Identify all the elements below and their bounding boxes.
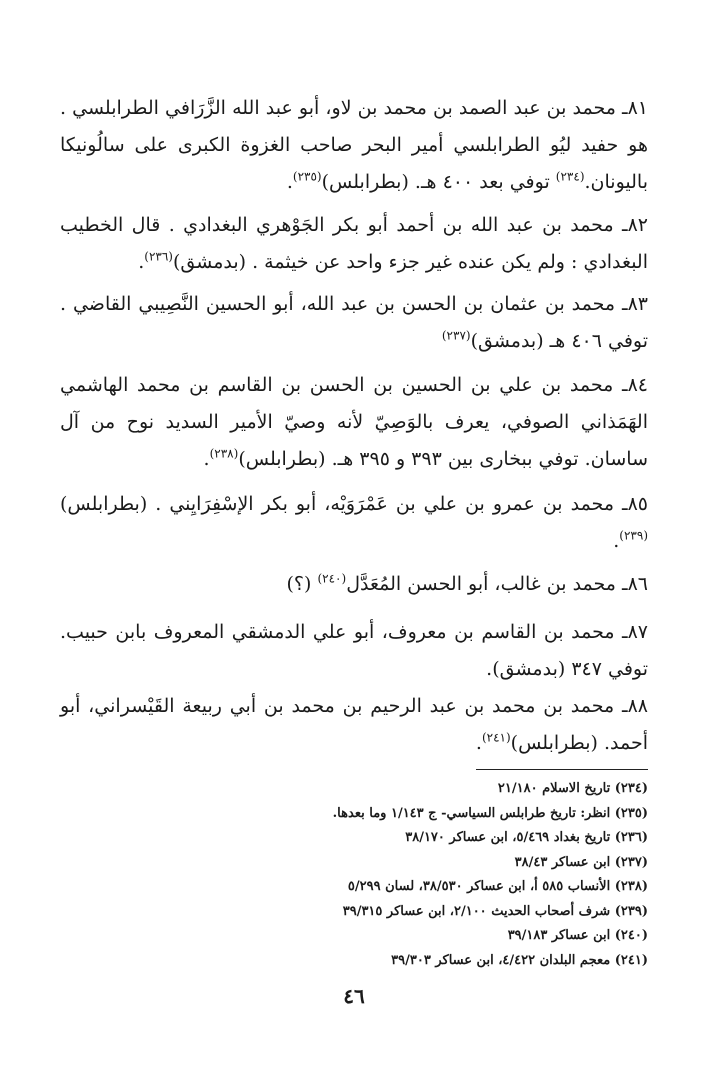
entry-87 bbox=[60, 614, 648, 688]
footnote-ref[interactable]: (٢٣٤) bbox=[555, 169, 585, 184]
page-number: ٤٦ bbox=[343, 984, 365, 1008]
entry-86 bbox=[60, 566, 648, 603]
footnote-234: (٢٣٤) تاريخ الاسلام ٢١/١٨٠ bbox=[497, 781, 648, 796]
footnote-ref[interactable]: (٢٣٥) bbox=[292, 169, 322, 184]
entry-end: . bbox=[203, 448, 210, 470]
footnotes-list bbox=[60, 777, 648, 973]
footnote-241: (٢٤١) معجم البلدان ٤/٤٢٢، ابن عساكر ٣٩/٣٠٣ bbox=[391, 952, 648, 968]
footnote-235: (٢٣٥) انظر: تاريخ طرابلس السياسي- ج ١/١٤٣ وما بعدها. bbox=[332, 805, 648, 821]
footnote-239: (٢٣٩) شرف أصحاب الحديث ٢/١٠٠، ابن عساكر ٣٩/٣١٥ bbox=[342, 903, 648, 919]
entry-88 bbox=[60, 688, 648, 762]
footnote-236: (٢٣٦) تاريخ بغداد ٥/٤٦٩، ابن عساكر ٣٨/١٧٠ bbox=[405, 830, 648, 845]
footnote-238: (٢٣٨) الأنساب ٥٨٥ أ، ابن عساكر ٣٨/٥٣٠، لسان ٥/٢٩٩ bbox=[347, 879, 648, 894]
footnote-240: (٢٤٠) ابن عساكر ٣٩/١٨٣ bbox=[507, 928, 648, 943]
entry-end: . bbox=[613, 530, 620, 552]
footnote-ref[interactable]: (٢٤١) bbox=[481, 730, 511, 745]
footnote-ref[interactable]: (٢٣٩) bbox=[619, 528, 648, 543]
entry-85 bbox=[60, 486, 648, 560]
footnote-ref[interactable]: (٢٣٧) bbox=[441, 328, 471, 343]
entry-end: . bbox=[138, 251, 145, 273]
entry-text-cont: توفي بعد ٤٠٠ هـ. (بطرابلس) bbox=[321, 171, 556, 193]
entry-text: ٨٥ـ محمد بن عمرو بن علي بن عَمْرَوَيْه، أبو بكر الإسْفِرَايِني . (بطرابلس) bbox=[60, 493, 648, 515]
entry-text: ٨٦ـ محمد بن غالب، أبو الحسن المُعَدَّل bbox=[346, 573, 648, 595]
entry-text: ٨٣ـ محمد بن عثمان بن الحسن بن عبد الله، أبو الحسين النَّصِيبي القاضي . توفي ٤٠٦ هـ (بدمشق) bbox=[60, 293, 648, 352]
book-page bbox=[60, 0, 648, 1088]
footnote-ref[interactable]: (٢٤٠) bbox=[317, 571, 347, 586]
footnote-ref[interactable]: (٢٣٦) bbox=[144, 249, 173, 264]
entry-83 bbox=[60, 286, 648, 360]
entry-end: . bbox=[475, 732, 482, 754]
entry-text: ٨٤ـ محمد بن علي بن الحسين بن الحسن بن القاسم بن محمد الهاشمي الهَمَذاني الصوفي، يعرف بالوَصِيّ لأنه وصيّ الأمير السديد نوح من آل ساسان. توفي ببخارى بين ٣٩٣ و ٣٩٥ هـ. (بطرابلس) bbox=[60, 374, 648, 470]
footnote-ref[interactable]: (٢٣٨) bbox=[209, 446, 239, 461]
entry-end: . bbox=[286, 171, 293, 193]
entry-84 bbox=[60, 367, 648, 478]
entry-81 bbox=[60, 90, 648, 201]
entry-text: ٨١ـ محمد بن عبد الصمد بن محمد بن لاو، أبو عبد الله الزَّرَافي الطرابلسي . هو حفيد ليُو الطرابلسي أمير البحر صاحب الغزوة الكبرى على سالُونيكا باليونان. bbox=[60, 97, 648, 193]
footnote-237: (٢٣٧) ابن عساكر ٣٨/٤٣ bbox=[514, 854, 648, 870]
entry-text: ٨٢ـ محمد بن عبد الله بن أحمد أبو بكر الجَوْهري البغدادي . قال الخطيب البغدادي : ولم يكن عنده غير جزء واحد عن خيثمة . (بدمشق) bbox=[60, 214, 648, 273]
entry-text-cont: (؟) bbox=[286, 573, 318, 595]
entry-82 bbox=[60, 207, 648, 281]
entry-text: ٨٨ـ محمد بن محمد بن عبد الرحيم بن محمد بن أبي ربيعة القَيْسراني، أبو أحمد. (بطرابلس) bbox=[60, 695, 648, 754]
footnote-divider bbox=[476, 769, 648, 770]
entry-text: ٨٧ـ محمد بن القاسم بن معروف، أبو علي الدمشقي المعروف بابن حبيب. توفي ٣٤٧ (بدمشق). bbox=[60, 621, 648, 680]
